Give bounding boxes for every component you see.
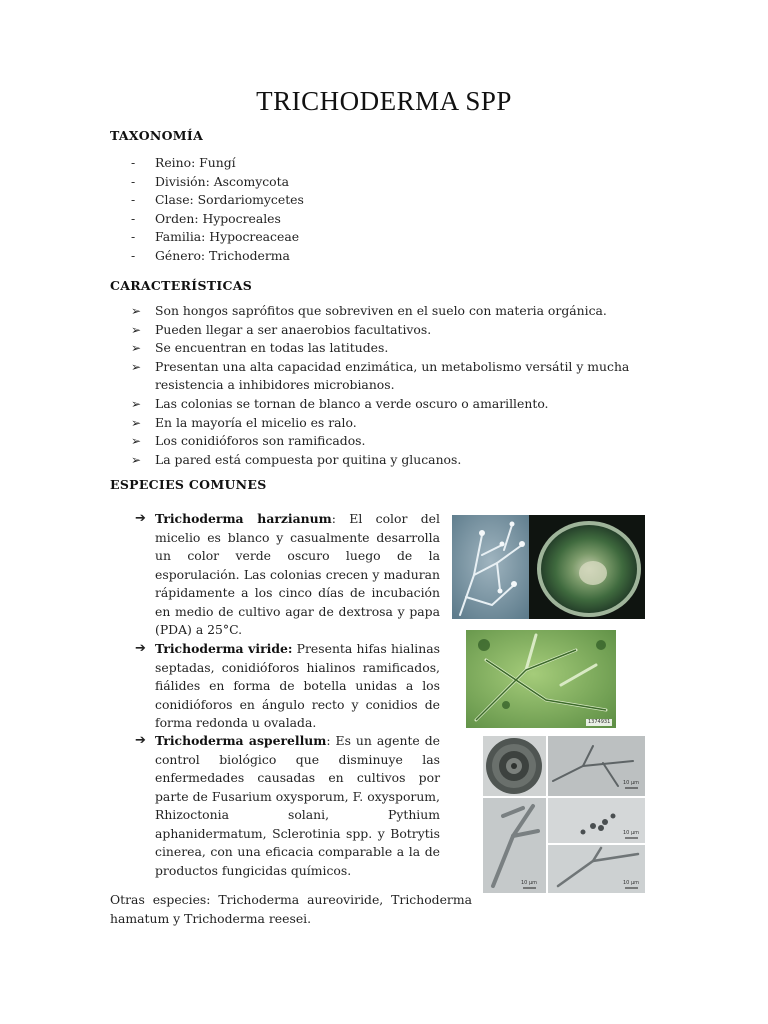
dash-bullet-icon: - [131, 248, 136, 263]
taxonomy-item: Reino: Fungí [155, 155, 236, 170]
species-name: Trichoderma viride: [155, 641, 293, 656]
characteristics-item: Los conidióforos son ramificados. [155, 433, 366, 449]
arrowhead-bullet-icon: ➢ [131, 304, 142, 318]
arrowhead-bullet-icon: ➢ [131, 434, 142, 449]
scale-bar-label: 10 µm [623, 830, 640, 836]
characteristics-item: Presentan una alta capacidad enzimática, un metabolismo versátil y mucha [155, 358, 630, 374]
page-title: TRICHODERMA SPP [256, 86, 512, 116]
arrow-bullet-icon: ➔ [135, 733, 146, 748]
taxonomy-item: Género: Trichoderma [155, 248, 290, 263]
scale-bar-label: 10 µm [521, 880, 538, 886]
species-name: Trichoderma asperellum [155, 733, 327, 748]
taxonomy-item: División: Ascomycota [155, 173, 289, 189]
species-item-asperellum [135, 732, 440, 880]
harzianum-petri-dish-image [529, 515, 645, 619]
viride-micrograph-image [466, 630, 616, 728]
scale-bar-label: 10 µm [623, 780, 640, 786]
taxonomy-item: Familia: Hypocreaceae [155, 229, 300, 245]
arrowhead-bullet-icon: ➢ [131, 397, 142, 411]
characteristics-item: resistencia a inhibidores microbianos. [155, 377, 395, 393]
species-item-harzianum [135, 510, 440, 640]
characteristics-item: Las colonias se tornan de blanco a verde oscuro o amarillento. [155, 396, 549, 411]
characteristics-heading: CARACTERÍSTICAS [110, 278, 253, 293]
dash-bullet-icon: - [131, 210, 136, 226]
dash-bullet-icon: - [131, 155, 136, 170]
arrow-bullet-icon: ➔ [135, 511, 146, 526]
characteristics-item: Pueden llegar a ser anaerobios facultativos. [155, 321, 432, 337]
other-species-paragraph: Otras especies: Trichoderma aureoviride, Trichoderma hamatum y Trichoderma reesei. [110, 892, 472, 926]
dash-bullet-icon: - [131, 192, 136, 208]
characteristics-item: Son hongos saprófitos que sobreviven en el suelo con materia orgánica. [155, 303, 607, 318]
dash-bullet-icon: - [131, 229, 136, 245]
arrowhead-bullet-icon: ➢ [131, 359, 142, 374]
dash-bullet-icon: - [131, 173, 136, 189]
arrowhead-bullet-icon: ➢ [131, 322, 142, 337]
characteristics-item: Se encuentran en todas las latitudes. [155, 340, 389, 356]
taxonomy-item: Orden: Hypocreales [155, 210, 281, 226]
characteristics-item: La pared está compuesta por quitina y glucanos. [155, 451, 462, 467]
taxonomy-item: Clase: Sordariomycetes [155, 192, 304, 208]
species-name: Trichoderma harzianum [155, 511, 332, 526]
species-description: : El color del micelio es blanco y casualmente desarrolla un color verde oscuro luego de la esporulación. Las colonias crecen y maduran rápidamente a los cinco días de incubación en medio de cultivo agar de dextrosa y papa (PDA) a 25°C. [155, 511, 440, 637]
characteristics-item: En la mayoría el micelio es ralo. [155, 414, 357, 430]
image-label: 1374931 [588, 719, 611, 725]
scale-bar-label: 10 µm [623, 880, 640, 886]
harzianum-micrograph-image [452, 515, 529, 619]
species-item-viride [135, 640, 440, 733]
asperellum-composite-image [483, 736, 645, 893]
taxonomy-heading: TAXONOMÍA [110, 128, 204, 143]
arrowhead-bullet-icon: ➢ [131, 341, 142, 356]
species-description: Presenta hifas hialinas septadas, conidióforos hialinos ramificados, fiálides en forma de botella unidas a los conidióforos en ángulo recto y conidios de forma redonda u ovalada. [155, 641, 440, 730]
arrowhead-bullet-icon: ➢ [131, 415, 142, 430]
species-heading: ESPECIES COMUNES [110, 477, 267, 492]
arrow-bullet-icon: ➔ [135, 641, 146, 656]
arrowhead-bullet-icon: ➢ [131, 452, 142, 467]
species-description: : Es un agente de control biológico que disminuye las enfermedades causadas en cultivos por parte de Fusarium oxysporum, F. oxysporum, Rhizoctonia solani, Pythium aphanidermatum, Sclerotinia spp. y Botrytis cinerea, con una eficacia comparable a la de productos fungicidas químicos. [155, 733, 440, 878]
